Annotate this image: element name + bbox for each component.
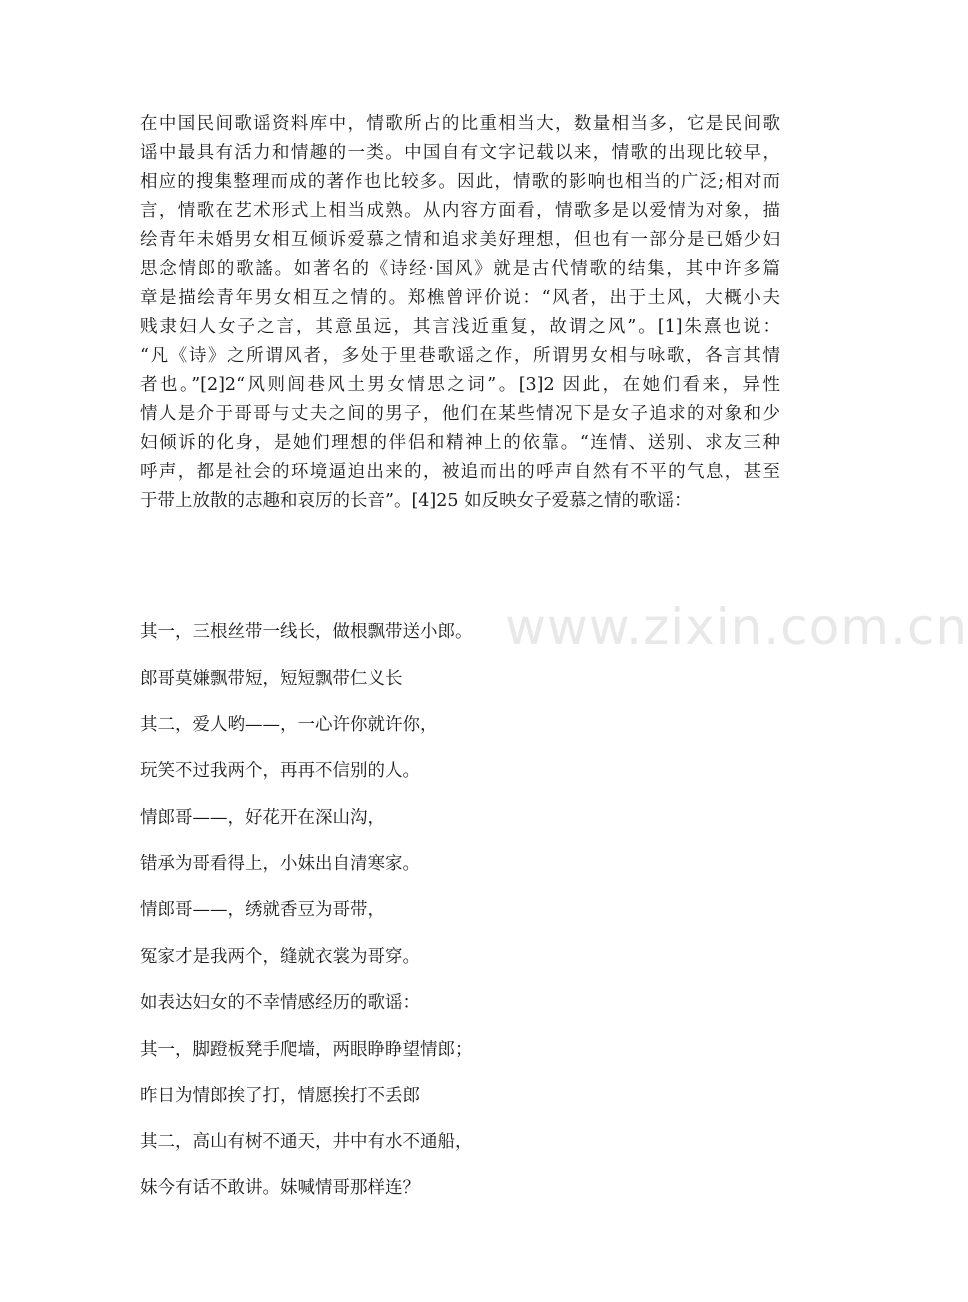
body-paragraph xyxy=(140,110,780,516)
verse-line: 错承为哥看得上，小妹出自清寒家。 xyxy=(140,854,420,874)
paragraph-line: 者也。”[2]2“风则闾巷风土男女情思之词”。[3]2 因此，在她们看来，异性 xyxy=(140,375,780,395)
paragraph-line: 言，情歌在艺术形式上相当成熟。从内容方面看，情歌多是以爱情为对象，描 xyxy=(140,201,780,221)
watermark: www.zixin.com.cn xyxy=(505,598,968,656)
paragraph-line: 思念情郎的歌謠。如著名的《诗经·国风》就是古代情歌的结集，其中许多篇 xyxy=(140,259,780,279)
verse-line: 其二，爱人哟——，一心许你就许你， xyxy=(140,715,438,735)
verse-line: 冤家才是我两个，缝就衣裳为哥穿。 xyxy=(140,947,420,967)
paragraph-line: 绘青年未婚男女相互倾诉爱慕之情和追求美好理想，但也有一部分是已婚少妇 xyxy=(140,230,780,250)
paragraph-line: 于带上放散的志趣和哀厉的长音”。[4]25 如反映女子爱慕之情的歌谣： xyxy=(140,491,692,511)
verse-line: 昨日为情郎挨了打，情愿挨打不丢郎 xyxy=(140,1086,420,1106)
verse-line: 其一，脚蹬板凳手爬墙，两眼睁睁望情郎； xyxy=(140,1040,473,1060)
paragraph-line: 章是描绘青年男女相互之情的。郑樵曾评价说：“风者，出于土风，大概小夫 xyxy=(140,288,780,308)
paragraph-line: 情人是介于哥哥与丈夫之间的男子，他们在某些情况下是女子追求的对象和少 xyxy=(140,404,780,424)
paragraph-line: “凡《诗》之所谓风者，多处于里巷歌谣之作，所谓男女相与咏歌，各言其情 xyxy=(140,346,780,366)
paragraph-line: 相应的搜集整理而成的著作也比较多。因此，情歌的影响也相当的广泛;相对而 xyxy=(140,172,780,192)
verse-line: 郎哥莫嫌飘带短，短短飘带仁义长 xyxy=(140,669,403,689)
paragraph-line: 妇倾诉的化身，是她们理想的伴侣和精神上的依靠。“连情、送别、求友三种 xyxy=(140,433,780,453)
paragraph-line: 谣中最具有活力和情趣的一类。中国自有文字记载以来，情歌的出现比较早， xyxy=(140,143,780,163)
verse-line: 如表达妇女的不幸情感经历的歌谣： xyxy=(140,993,420,1013)
verse-line: 情郎哥——，绣就香豆为哥带， xyxy=(140,900,385,920)
verse-line: 情郎哥——，好花开在深山沟， xyxy=(140,808,385,828)
verse-line: 其二，高山有树不通天，井中有水不通船， xyxy=(140,1132,473,1152)
verse-line: 其一，三根丝带一线长，做根飘带送小郎。 xyxy=(140,622,473,642)
paragraph-line: 在中国民间歌谣资料库中，情歌所占的比重相当大，数量相当多，它是民间歌 xyxy=(140,114,780,134)
verse-line: 玩笑不过我两个，再再不信别的人。 xyxy=(140,761,420,781)
paragraph-line: 呼声，都是社会的环境逼迫出来的，被追而出的呼声自然有不平的气息，甚至 xyxy=(140,462,780,482)
verse-line: 妹今有话不敢讲。妹喊情哥那样连？ xyxy=(140,1178,420,1198)
paragraph-line: 贱隶妇人女子之言，其意虽远，其言浅近重复，故谓之风”。[1]朱熹也说： xyxy=(140,317,780,337)
